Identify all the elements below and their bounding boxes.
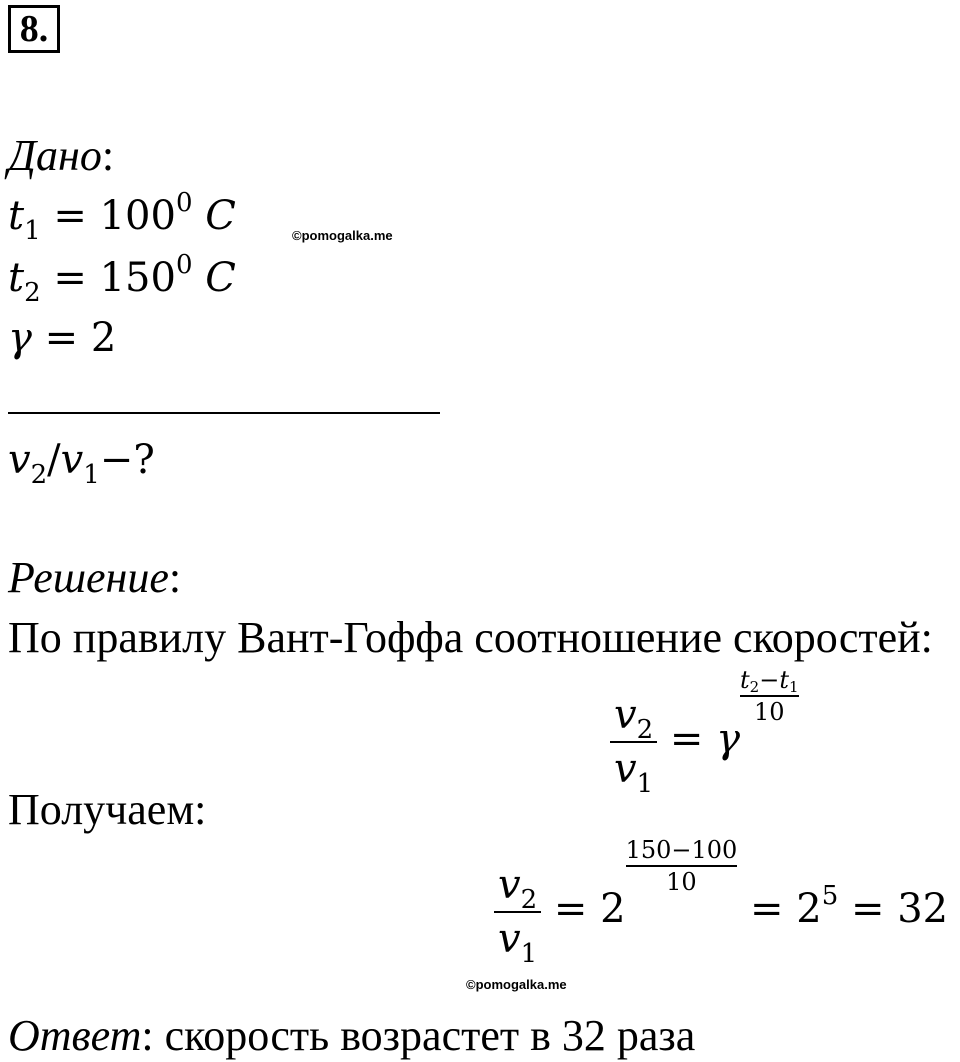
solution-heading-colon: :: [168, 553, 182, 602]
calc-exp-bar: [626, 865, 738, 867]
formula-eq: =: [657, 716, 717, 762]
exp-t2: t: [740, 666, 750, 694]
solution-heading: [8, 553, 182, 602]
calc-v1-sub: 1: [520, 939, 538, 969]
watermark-top: ©pomogalka.me: [292, 228, 393, 243]
calc-exp-num: 150−100: [625, 836, 738, 864]
calc-base: 2: [600, 886, 626, 932]
t1-symbol: t: [8, 193, 25, 239]
calc-exp-den: 10: [666, 868, 697, 896]
formula-v1: v: [614, 746, 637, 792]
t2-eq: =: [40, 255, 100, 301]
vant-hoff-formula: [610, 666, 799, 799]
formula-exponent: [740, 668, 799, 724]
t1-sub: 1: [24, 216, 41, 246]
calc-v2-sub: 2: [520, 885, 538, 915]
find-slash: /: [47, 437, 61, 483]
calc-eq1: =: [541, 886, 601, 932]
given-gamma: [8, 315, 117, 361]
answer-heading: Ответ: [8, 1011, 142, 1060]
find-sub1: 1: [83, 460, 100, 490]
given-divider: [8, 412, 440, 414]
given-heading-colon: :: [101, 131, 115, 180]
t1-value: 100: [99, 193, 176, 239]
find-line: [8, 437, 155, 490]
calc-pow: 5: [821, 881, 839, 911]
vant-hoff-rule-text: По правилу Вант-Гоффа соотношение скоростей:: [8, 613, 933, 662]
t2-unit: C: [192, 255, 236, 301]
gamma-value: 2: [90, 315, 117, 361]
answer-colon: :: [141, 1011, 154, 1060]
find-v2: v: [8, 437, 31, 483]
find-sub2: 2: [30, 460, 48, 490]
find-v1: v: [60, 437, 84, 483]
exp-minus: −: [759, 666, 780, 694]
exp-t2-sub: 2: [749, 678, 760, 696]
watermark-bottom: ©pomogalka.me: [466, 977, 567, 992]
calculation-formula: [494, 836, 949, 969]
calc-v2: v: [498, 862, 521, 908]
given-heading: [8, 131, 115, 180]
calc-eq3: =: [838, 886, 898, 932]
t1-degree: 0: [175, 188, 193, 218]
calc-eq2: =: [737, 886, 797, 932]
gamma-symbol: γ: [8, 315, 32, 361]
t2-value: 150: [99, 255, 176, 301]
t2-degree: 0: [175, 250, 193, 280]
obtain-text: Получаем:: [8, 785, 207, 834]
t1-unit: C: [192, 193, 236, 239]
exp-t1-sub: 1: [788, 678, 799, 696]
formula-v2: v: [614, 692, 637, 738]
given-t2: [8, 250, 236, 308]
answer-line: [8, 1011, 696, 1060]
exp-t1: t: [779, 666, 789, 694]
t2-sub: 2: [24, 278, 41, 308]
formula-gamma: γ: [716, 716, 741, 762]
exp-den: 10: [754, 698, 785, 726]
problem-number: 8.: [8, 5, 60, 53]
calc-v1: v: [498, 916, 521, 962]
given-heading-label: Дано: [8, 131, 102, 180]
calc-exponent: [626, 838, 738, 894]
answer-text: скорость возрастет в 32 раза: [153, 1011, 696, 1060]
formula-v2-sub: 2: [636, 715, 654, 745]
find-tail: −?: [99, 437, 155, 483]
solution-heading-label: Решение: [8, 553, 169, 602]
t1-eq: =: [40, 193, 100, 239]
calc-result: 32: [897, 886, 949, 932]
calc-base2: 2: [796, 886, 822, 932]
calc-ratio: [494, 862, 541, 969]
formula-ratio: [610, 692, 657, 799]
gamma-eq: =: [31, 315, 91, 361]
t2-symbol: t: [8, 255, 25, 301]
formula-v1-sub: 1: [636, 769, 654, 799]
given-t1: [8, 188, 236, 246]
